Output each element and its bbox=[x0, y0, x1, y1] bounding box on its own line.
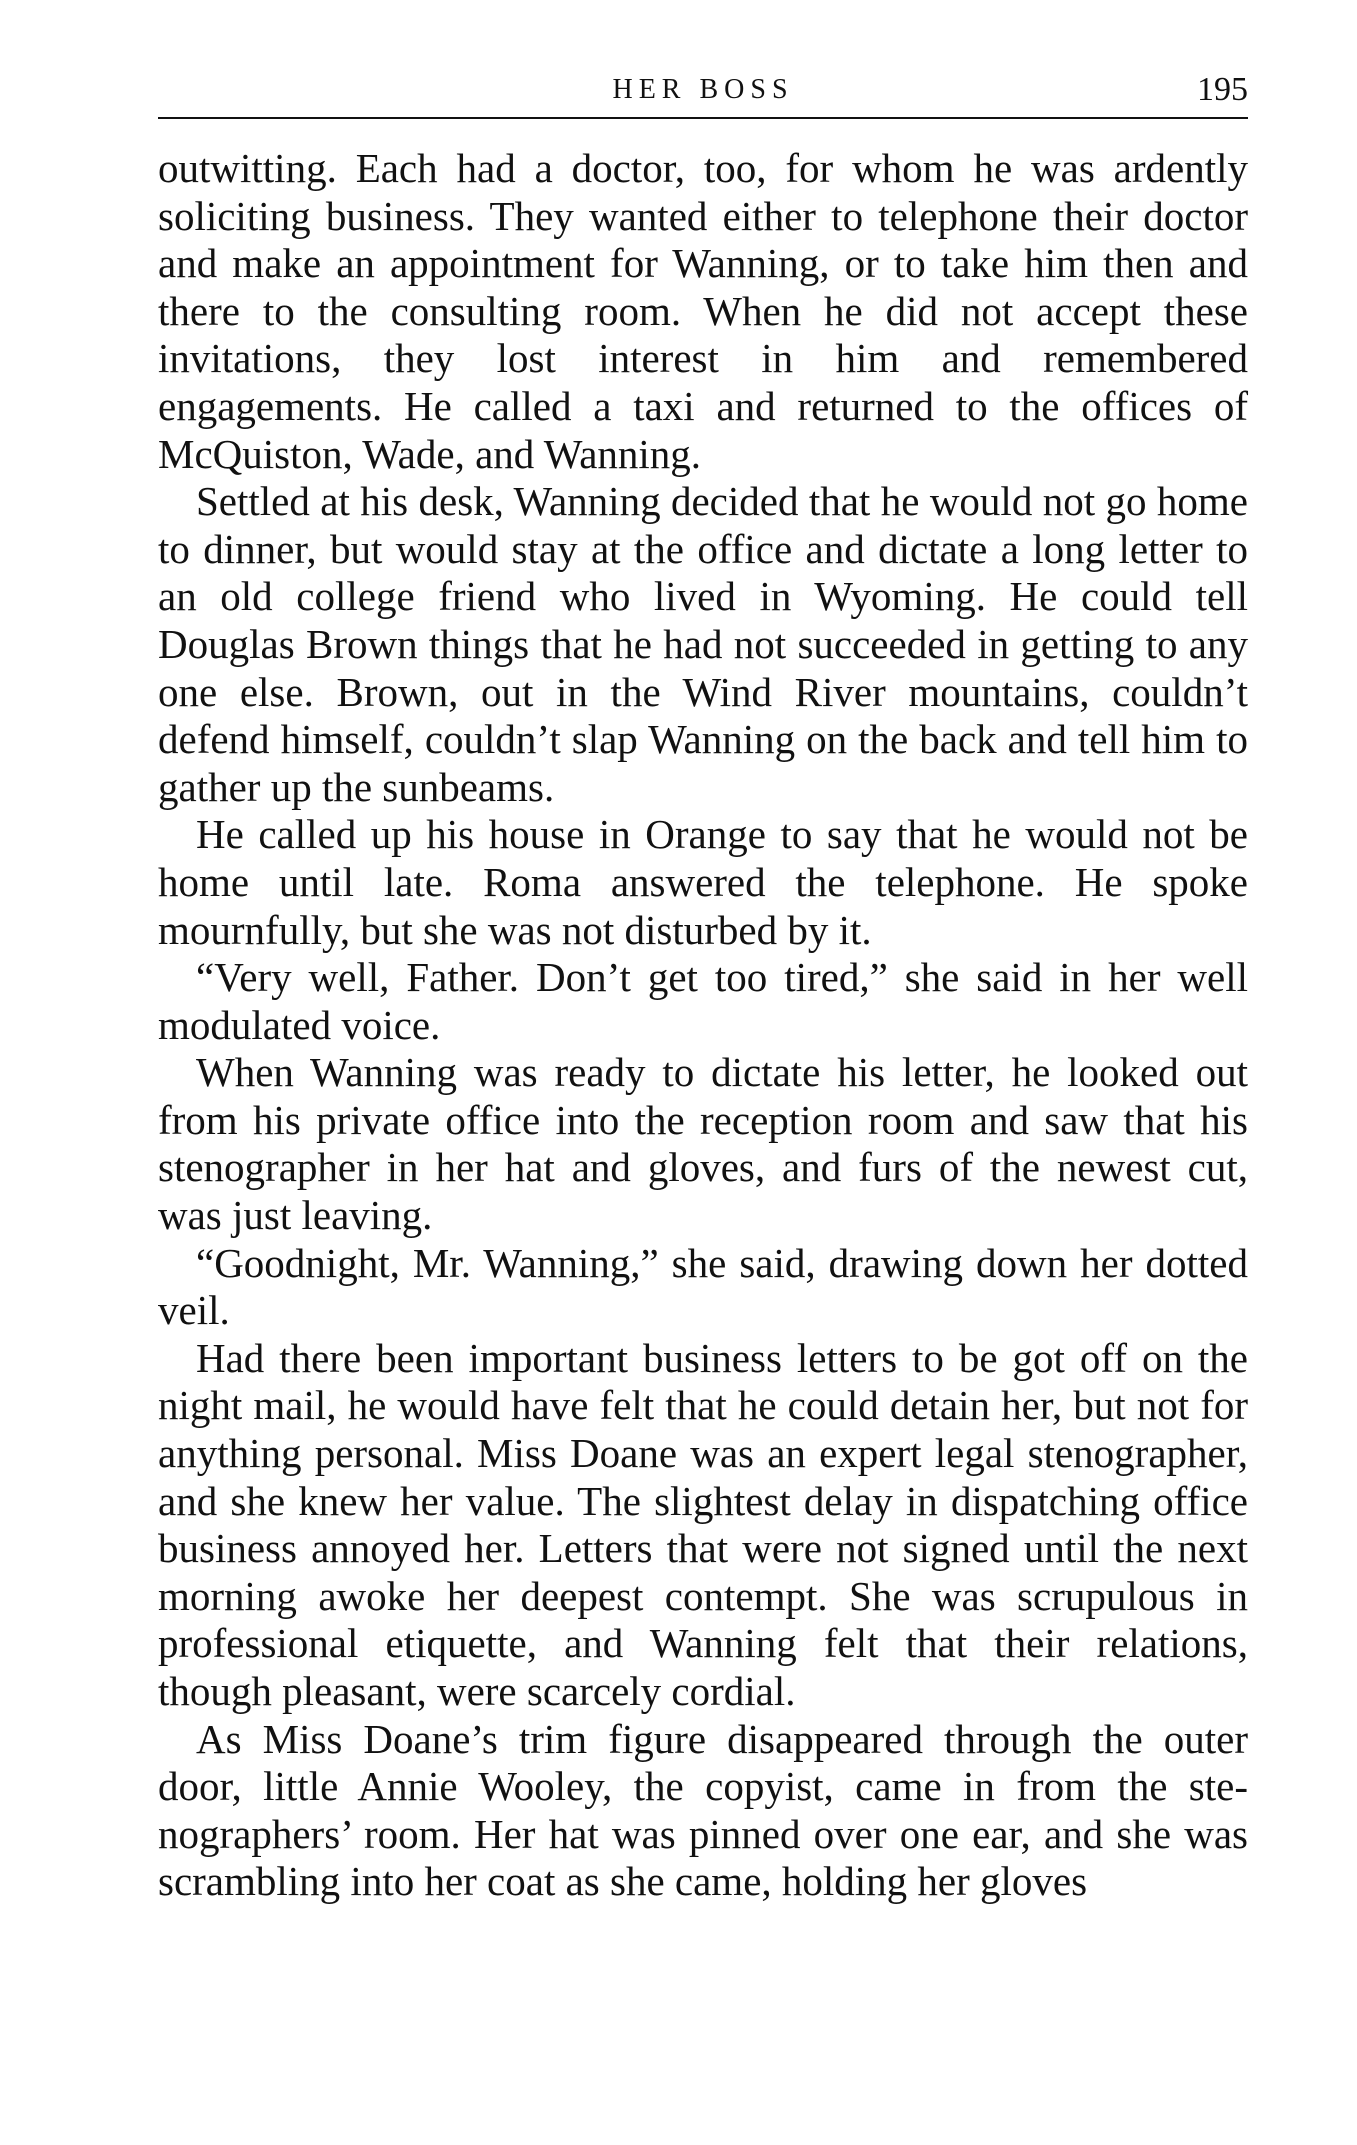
running-title: HER BOSS bbox=[612, 74, 794, 105]
paragraph: Had there been important business letters to be got off on the night mail, he would have felt that he could detain her, but not for anything personal. Miss Doane was an expert legal stenographer, and she knew her value. The slightest delay in dispatching office business annoyed her. Letters that were not signed until the next morning awoke her deepest contempt. She was scrupulous in professional etiquette, and Wanning felt that their relations, though pleasant, were scarcely cordial. bbox=[158, 1334, 1248, 1714]
paragraph: Settled at his desk, Wanning decided that he would not go home to dinner, but would stay at the office and dictate a long letter to an old college friend who lived in Wyoming. He could tell Douglas Brown things that he had not succeeded in getting to any one else. Brown, out in the Wind River mountains, couldn’t defend himself, couldn’t slap Wanning on the back and tell him to gather up the sunbeams. bbox=[158, 478, 1248, 810]
book-page bbox=[158, 70, 1248, 1906]
page-number: 195 bbox=[1197, 71, 1248, 108]
paragraph: When Wanning was ready to dictate his letter, he looked out from his private office into the reception room and saw that his stenographer in her hat and gloves, and furs of the newest cut, was just leaving. bbox=[158, 1049, 1248, 1239]
header-rule bbox=[158, 117, 1248, 119]
body-text bbox=[158, 145, 1248, 1906]
paragraph: “Very well, Father. Don’t get too tired,” she said in her well modulated voice. bbox=[158, 954, 1248, 1048]
running-head bbox=[158, 70, 1248, 122]
paragraph: “Goodnight, Mr. Wanning,” she said, drawing down her dotted veil. bbox=[158, 1239, 1248, 1334]
paragraph: He called up his house in Orange to say that he would not be home until late. Roma answered the telephone. He spoke mournfully, but she was not disturbed by it. bbox=[158, 811, 1248, 953]
paragraph: outwitting. Each had a doctor, too, for whom he was ardently soliciting business. They wanted either to telephone their doctor and make an appointment for Wanning, or to take him then and there to the consulting room. When he did not accept these invitations, they lost interest in him and remembered engagements. He called a taxi and returned to the offices of McQuiston, Wade, and Wanning. bbox=[158, 145, 1248, 477]
paragraph: As Miss Doane’s trim figure disappeared through the outer door, little Annie Wooley, the copyist, came in from the stenographers’ room. Her hat was pinned over one ear, and she was scrambling into her coat as she came, holding her gloves bbox=[158, 1715, 1248, 1905]
